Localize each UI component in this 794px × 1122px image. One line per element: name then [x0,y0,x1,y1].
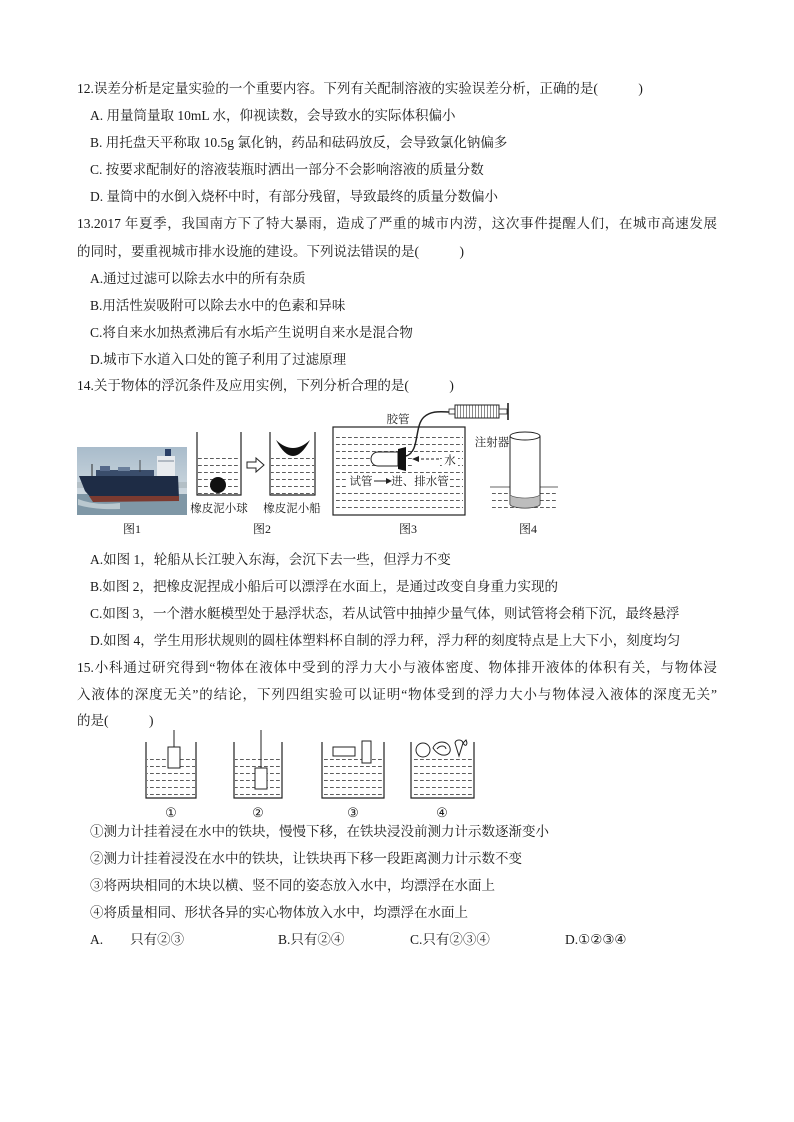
iron-block [168,747,180,768]
experiment-3-beaker [322,741,384,798]
water-label: 水 [444,455,456,467]
water [323,753,383,797]
pipe-label: 进、排水管 [391,476,449,488]
clay-boat [276,440,310,456]
q15-stem-line-1: 15.小科通过研究得到“物体在液体中受到的浮力大小与液体密度、物体排开液体的体积有关，与物体浸 [77,660,717,675]
q15-choice-a: A. 只有②③ [90,932,185,947]
q13-option-c: C.将自来水加热煮沸后有水垢产生说明自来水是混合物 [90,325,413,340]
clay-ball-beaker [197,432,241,495]
wood-block-horizontal [333,747,355,756]
fig3-caption: 图3 [398,522,418,536]
hose-label: 胶管 [386,414,410,426]
water [412,753,473,797]
q15-figures [140,728,485,823]
fig2-caption: 图2 [252,522,272,536]
experiment-label-3: ③ [347,805,359,820]
experiment-label-4: ④ [436,805,448,820]
q14-option-a: A.如图 1，轮船从长江驶入东海，会沉下去一些，但浮力不变 [90,552,451,567]
syringe [449,403,508,420]
ship-photo [77,447,187,515]
iron-block [255,768,267,789]
experiment-label-2: ② [252,805,264,820]
q14-figures [70,400,570,545]
q14-option-c: C.如图 3，一个潜水艇模型处于悬浮状态，若从试管中抽掉少量气体，则试管将会稍下沉，最终悬浮 [90,606,680,621]
q15-statement-1: ①测力计挂着浸在水中的铁块，慢慢下移，在铁块浸没前测力计示数逐渐变小 [90,824,549,839]
q14-stem: 14.关于物体的浮沉条件及应用实例，下列分析合理的是( ) [77,378,454,393]
q15-stem-line-2: 入液体的深度无关”的结论，下列四组实验可以证明“物体受到的浮力大小与物体浸入液体的深度无关” [77,687,717,702]
q15-statement-3: ③将两块相同的木块以横、竖不同的姿态放入水中，均漂浮在水面上 [90,878,495,893]
submarine-model [333,412,465,515]
fig1-caption: 图1 [122,522,142,536]
q13-option-b: B.用活性炭吸附可以除去水中的色素和异味 [90,298,346,313]
tube-label: 试管 [349,476,373,488]
q13-option-a: A.通过过滤可以除去水中的所有杂质 [90,271,306,286]
q13-option-d: D.城市下水道入口处的篦子利用了过滤原理 [90,352,347,367]
experiment-4-beaker [411,740,474,798]
arrow-right-icon [247,458,264,472]
solid-object [416,743,430,757]
q14-option-b: B.如图 2，把橡皮泥捏成小船后可以漂浮在水面上，是通过改变自身重力实现的 [90,579,559,594]
q15-choice-d: D.①②③④ [565,932,627,947]
clay-ball [210,477,226,493]
q12-stem: 12.误差分析是定量实验的一个重要内容。下列有关配制溶液的实验误差分析，正确的是( ) [77,81,643,96]
q15-statement-2: ②测力计挂着浸没在水中的铁块，让铁块再下移一段距离测力计示数不变 [90,851,522,866]
wood-block-vertical [362,741,371,763]
syringe-label: 注射器 [474,437,510,449]
ball-label: 橡皮泥小球 [190,503,248,515]
q13-stem-line-1: 13.2017 年夏季，我国南方下了特大暴雨，造成了严重的城市内涝，这次事件提醒人们，在城市高速发展 [77,216,717,231]
q12-option-c: C. 按要求配制好的溶液装瓶时洒出一部分不会影响溶液的质量分数 [90,162,484,177]
q14-option-d: D.如图 4，学生用形状规则的圆柱体塑料杯自制的浮力秤，浮力秤的刻度特点是上大下小，刻度均匀 [90,633,681,648]
stopper [398,447,406,471]
q12-option-a: A. 用量筒量取 10mL 水，仰视读数，会导致水的实际体积偏小 [90,108,456,123]
q12-option-b: B. 用托盘天平称取 10.5g 氯化钠，药品和砝码放反，会导致氯化钠偏多 [90,135,508,150]
water [271,455,314,494]
q13-stem-line-2: 的同时，要重视城市排水设施的建设。下列说法错误的是( ) [77,244,464,259]
q15-choice-b: B.只有②④ [278,932,345,947]
experiment-1-beaker [146,730,196,798]
test-tube [371,452,398,466]
experiment-label-1: ① [165,805,177,820]
clay-boat-beaker [270,432,315,495]
q15-choice-c: C.只有②③④ [410,932,490,947]
q12-option-d: D. 量筒中的水倒入烧杯中时，有部分残留，导致最终的质量分数偏小 [90,189,498,204]
boat-label: 橡皮泥小船 [263,503,321,515]
q15-statement-4: ④将质量相同、形状各异的实心物体放入水中，均漂浮在水面上 [90,905,468,920]
experiment-2-beaker [234,730,282,798]
fig4-caption: 图4 [518,522,538,536]
q15-stem-line-3: 的是( ) [77,713,154,728]
